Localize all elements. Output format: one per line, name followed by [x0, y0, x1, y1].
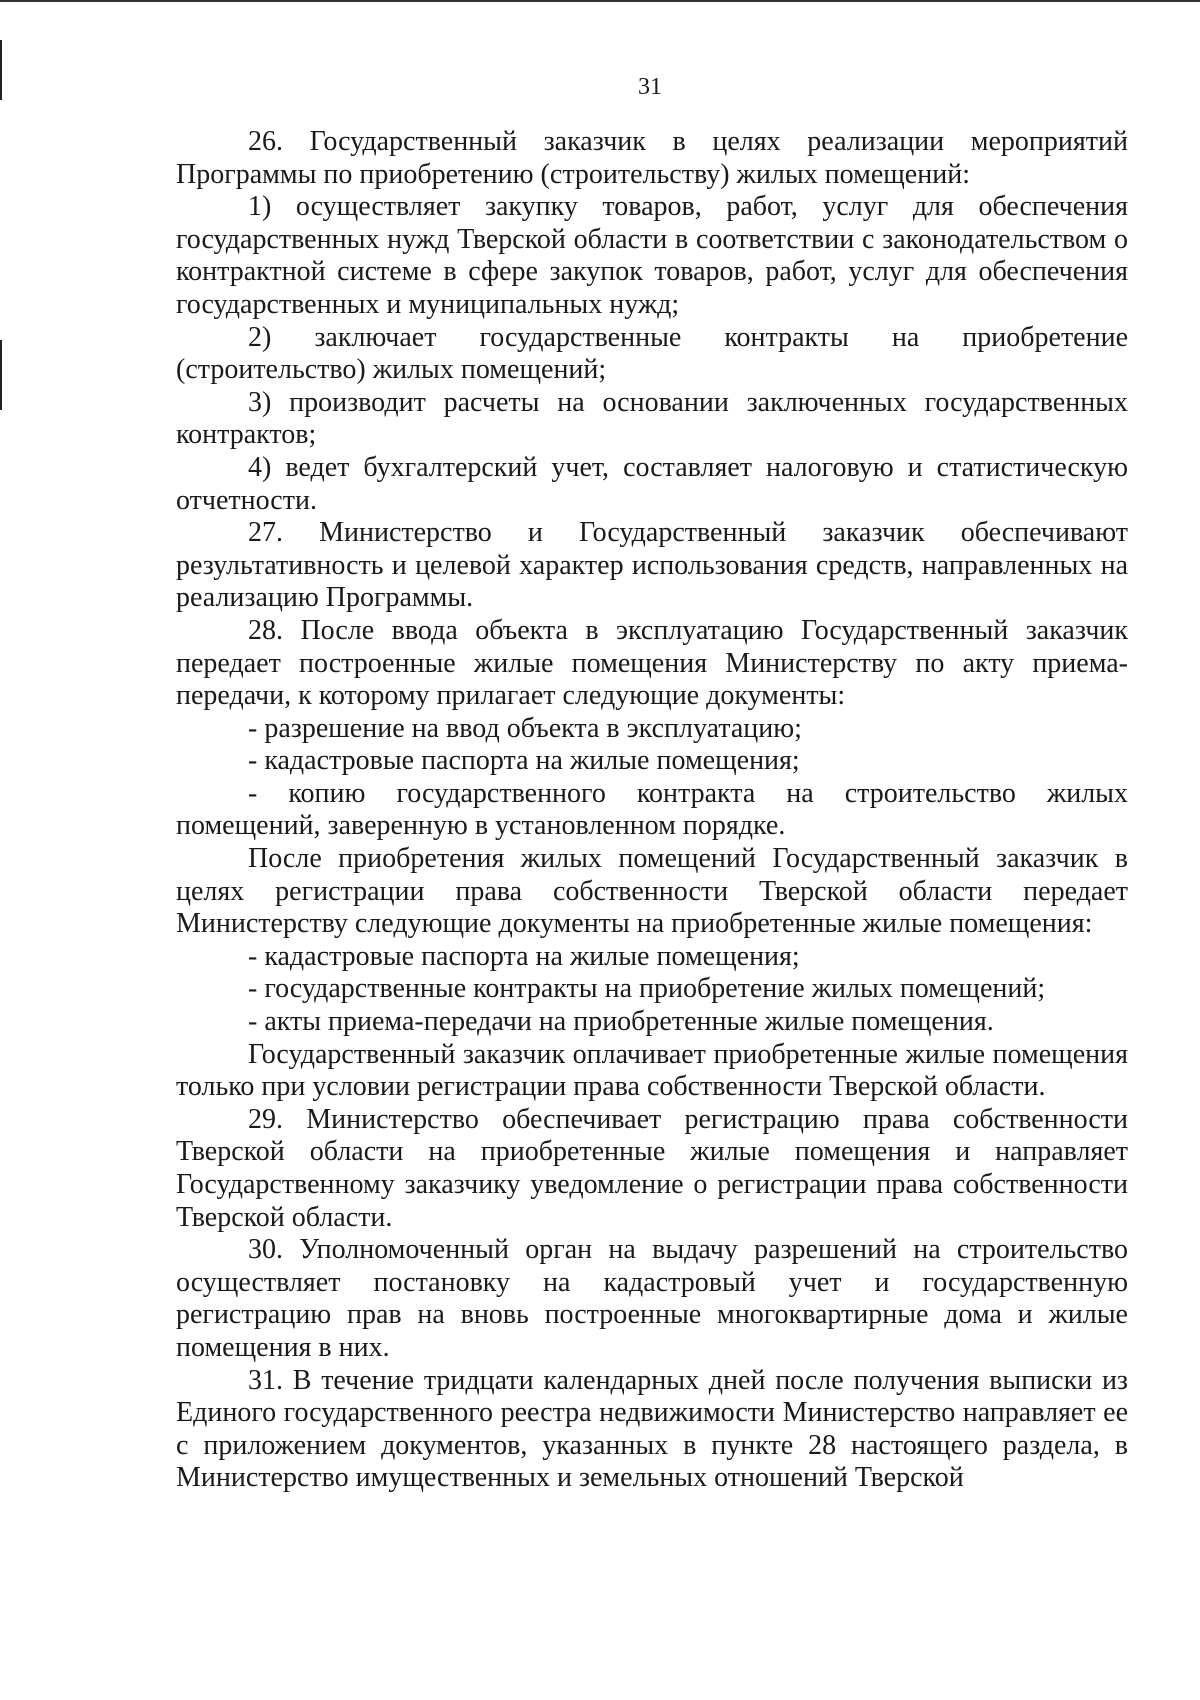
paragraph-28-payment: Государственный заказчик оплачивает приобретенные жилые помещения только при условии регистрации права собственности Тверской области.	[176, 1038, 1128, 1103]
page-number: 31	[638, 74, 662, 100]
document-body	[176, 126, 1128, 1495]
paragraph-28-doc-1: - кадастровые паспорта на жилые помещения;	[248, 940, 800, 972]
paragraph-29: 29. Министерство обеспечивает регистрацию права собственности Тверской области на приобретенные жилые помещения и направляет Государственному заказчику уведомление о регистрации права собственности Тверской области.	[176, 1103, 1128, 1233]
paragraph-26-item-3: 3) производит расчеты на основании заключенных государственных контрактов;	[176, 386, 1128, 451]
paragraph-31: 31. В течение тридцати календарных дней после получения выписки из Единого государственного реестра недвижимости Министерство направляет ее с приложением документов, указанных в пункте 28 настоящего раздела, в Министерство имущественных и земельных отношений Тверской	[176, 1364, 1128, 1494]
paragraph-28-bullet-2: - кадастровые паспорта на жилые помещения;	[248, 745, 800, 777]
scan-edge-line	[0, 0, 1200, 2]
paragraph-30: 30. Уполномоченный орган на выдачу разрешений на строительство осуществляет постановку на кадастровый учет и государственную регистрацию прав на вновь построенные многоквартирные дома и жилые помещения в них.	[176, 1234, 1128, 1363]
paragraph-26-item-1: 1) осуществляет закупку товаров, работ, услуг для обеспечения государственных нужд Тверской области в соответствии с законодательством о контрактной системе в сфере закупок товаров, работ, услуг для обеспечения государственных и муниципальных нужд;	[176, 191, 1128, 320]
scan-edge-mark	[0, 340, 2, 410]
paragraph-28: 28. После ввода объекта в эксплуатацию Государственный заказчик передает построенные жилые помещения Министерству по акту приема-передачи, к которому прилагает следующие документы:	[176, 614, 1128, 712]
paragraph-27: 27. Министерство и Государственный заказчик обеспечивают результативность и целевой характер использования средств, направленных на реализацию Программы.	[176, 517, 1128, 614]
paragraph-26: 26. Государственный заказчик в целях реализации мероприятий Программы по приобретению (строительству) жилых помещений:	[176, 126, 1128, 190]
paragraph-26-item-2: 2) заключает государственные контракты на приобретение (строительство) жилых помещений;	[176, 321, 1128, 386]
paragraph-28-doc-2: - государственные контракты на приобретение жилых помещений;	[248, 973, 1046, 1005]
paragraph-28-bullet-1: - разрешение на ввод объекта в эксплуатацию;	[248, 712, 802, 744]
paragraph-28-after-purchase: После приобретения жилых помещений Государственный заказчик в целях регистрации права собственности Тверской области передает Министерству следующие документы на приобретенные жилые помещения:	[176, 843, 1128, 940]
paragraph-28-doc-3: - акты приема-передачи на приобретенные жилые помещения.	[248, 1006, 994, 1038]
paragraph-28-bullet-3: - копию государственного контракта на строительство жилых помещений, заверенную в установленном порядке.	[176, 777, 1128, 842]
paragraph-26-item-4: 4) ведет бухгалтерский учет, составляет налоговую и статистическую отчетности.	[176, 451, 1128, 516]
